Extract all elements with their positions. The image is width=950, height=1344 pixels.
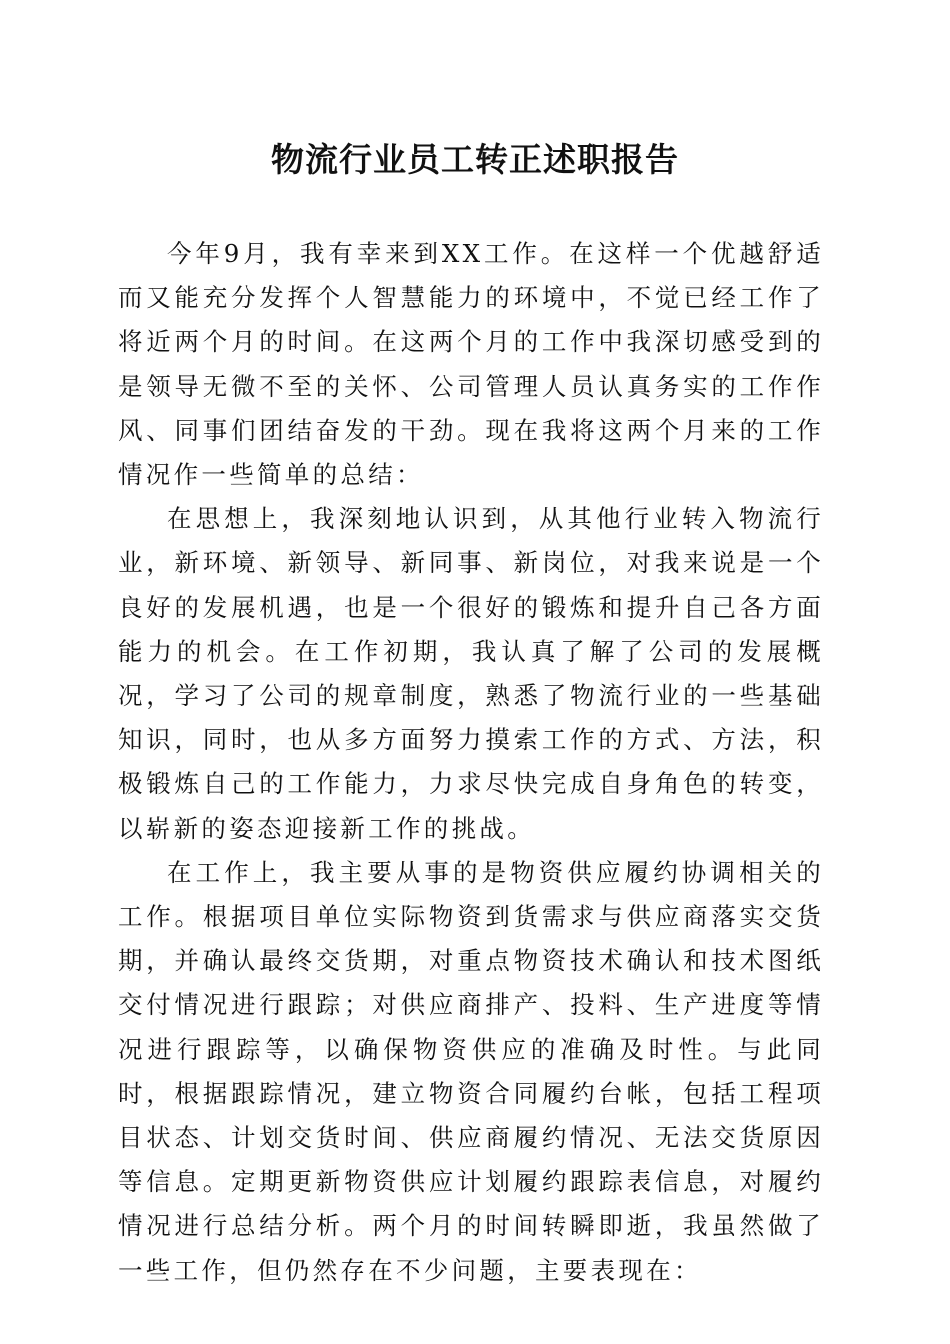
paragraph-thought: 在思想上，我深刻地认识到，从其他行业转入物流行业，新环境、新领导、新同事、新岗位，对我来说是一个良好的发展机遇，也是一个很好的锻炼和提升自己各方面能力的机会。在工作初期，我认真了解了公司的发展概况，学习了公司的规章制度，熟悉了物流行业的一些基础知识，同时，也从多方面努力摸索工作的方式、方法，积极锻炼自己的工作能力，力求尽快完成自身角色的转变，以崭新的姿态迎接新工作的挑战。 <box>118 504 824 843</box>
document-title: 物流行业员工转正述职报告 <box>271 140 679 179</box>
paragraph-work: 在工作上，我主要从事的是物资供应履约协调相关的工作。根据项目单位实际物资到货需求与供应商落实交货期，并确认最终交货期，对重点物资技术确认和技术图纸交付情况进行跟踪；对供应商排产、投料、生产进度等情况进行跟踪等，以确保物资供应的准确及时性。与此同时，根据跟踪情况，建立物资合同履约台帐，包括工程项目状态、计划交货时间、供应商履约情况、无法交货原因等信息。定期更新物资供应计划履约跟踪表信息，对履约情况进行总结分析。两个月的时间转瞬即逝，我虽然做了一些工作，但仍然存在不少问题，主要表现在： <box>118 857 824 1285</box>
paragraph-intro: 今年9月，我有幸来到XX工作。在这样一个优越舒适而又能充分发挥个人智慧能力的环境中，不觉已经工作了将近两个月的时间。在这两个月的工作中我深切感受到的是领导无微不至的关怀、公司管理人员认真务实的工作作风、同事们团结奋发的干劲。现在我将这两个月来的工作情况作一些简单的总结： <box>118 239 824 490</box>
document-body <box>118 232 824 1293</box>
